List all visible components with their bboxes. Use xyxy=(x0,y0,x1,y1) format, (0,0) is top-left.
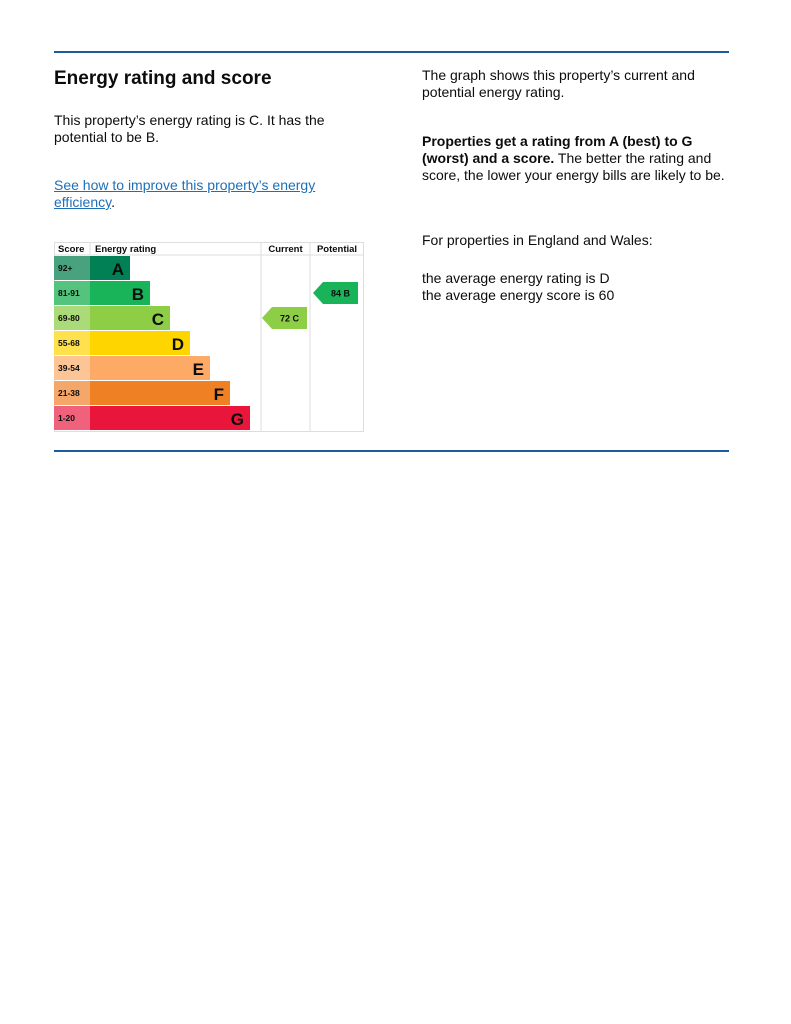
rating-band xyxy=(90,381,230,405)
rating-band-letter: D xyxy=(171,335,184,354)
rating-explanation-bold: Properties get a rating from A (best) to G (worst) and a score. xyxy=(422,133,693,166)
region-note: For properties in England and Wales: xyxy=(422,232,653,248)
score-range-label: 92+ xyxy=(58,263,73,273)
bottom-divider xyxy=(54,450,729,452)
rating-band-letter: C xyxy=(151,310,164,329)
rating-band-letter: E xyxy=(192,360,204,379)
top-divider xyxy=(54,51,729,53)
potential-rating-label: 84 B xyxy=(330,288,351,299)
rating-band-letter: G xyxy=(230,410,244,429)
energy-rating-chart xyxy=(54,242,364,432)
header-current: Current xyxy=(268,244,303,255)
graph-explanation: The graph shows this property’s current and potential energy rating. xyxy=(422,67,695,100)
header-score: Score xyxy=(58,244,85,255)
rating-summary: This property’s energy rating is C. It has the potential to be B. xyxy=(54,112,325,145)
section-title: Energy rating and score xyxy=(54,68,272,89)
header-potential: Potential xyxy=(316,244,358,255)
rating-band-letter: B xyxy=(131,285,144,304)
rating-band-letter: A xyxy=(111,260,124,279)
score-range-label: 55-68 xyxy=(58,338,80,348)
score-range-label: 39-54 xyxy=(58,363,80,373)
rating-explanation-rest: The better the rating and score, the lower your energy bills are likely to be. xyxy=(422,150,725,183)
improve-link-paragraph xyxy=(54,177,354,211)
rating-band xyxy=(90,406,250,430)
improve-efficiency-link[interactable]: See how to improve this property’s energy efficiency xyxy=(54,177,316,210)
header-energy-rating: Energy rating xyxy=(95,244,157,255)
rating-band xyxy=(90,256,130,280)
score-range-label: 21-38 xyxy=(58,388,80,398)
rating-explanation xyxy=(422,133,727,184)
link-suffix: . xyxy=(111,194,115,210)
left-column xyxy=(54,66,374,210)
score-range-label: 1-20 xyxy=(58,413,76,423)
average-score: the average energy score is 60 xyxy=(422,287,615,303)
current-rating-label: 72 C xyxy=(279,313,300,324)
average-rating: the average energy rating is D xyxy=(422,270,610,286)
averages xyxy=(422,270,727,304)
score-range-label: 69-80 xyxy=(58,313,80,323)
score-range-label: 81-91 xyxy=(58,288,80,298)
rating-band-letter: F xyxy=(213,385,224,404)
